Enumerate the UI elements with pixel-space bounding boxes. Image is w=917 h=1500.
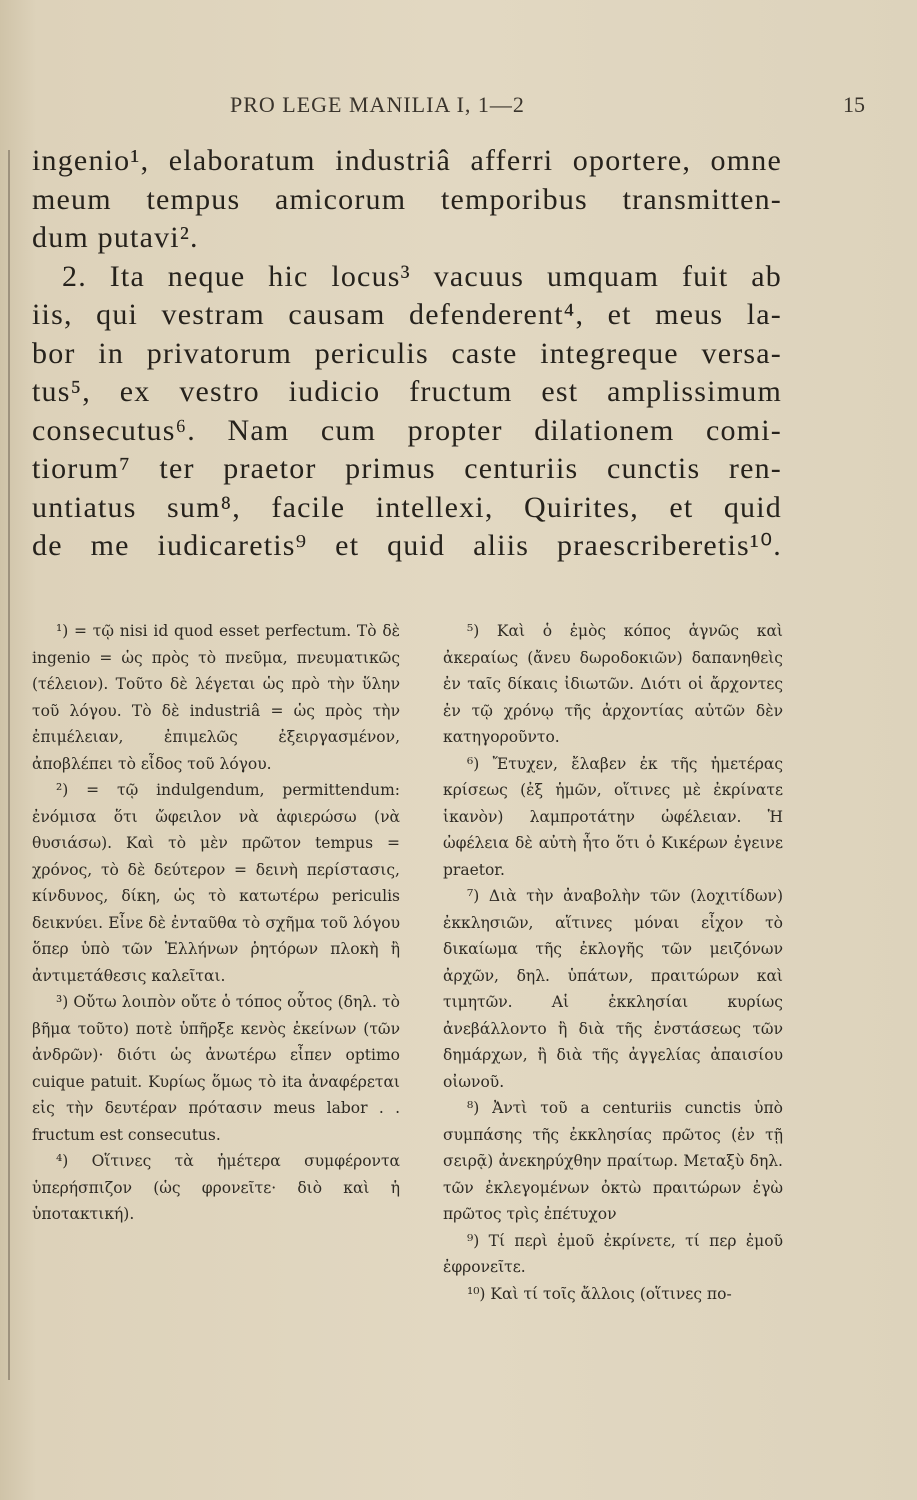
footnote: ⁶) Ἔτυχεν, ἔλαβεν ἐκ τῆς ἡμετέρας κρίσεως (ἐξ ἡμῶν, οἵτινες μὲ ἐκρίνατε ἱκανὸν) λαμπροτάτην ὠφέλειαν. Ἡ ὠφέλεια δὲ αὐτὴ ἦτο ὅτι ὁ Κικέρων ἐγεινε praetor. [443,754,783,879]
text-line: dum putavi². [32,221,199,254]
text-line: meum tempus amicorum temporibus transmitten- [32,182,782,216]
text-line: consecutus⁶. Nam cum propter dilationem comi- [32,413,782,447]
footnote: ³) Οὔτω λοιπὸν οὔτε ὁ τόπος οὗτος (δηλ. τὸ βῆμα τοῦτο) ποτὲ ὑπῆρξε κενὸς ἐκείνων (τῶν ἀνδρῶν)· διότι ὡς ἀνωτέρω εἶπεν optimo cuique patuit. Κυρίως ὅμως τὸ ita ἀναφέρεται εἰς τὴν δευτέραν πρότασιν meus labor . . fructum est consecutus. [32,993,400,1144]
text-line: 2. Ita neque hic locus³ vacuus umquam fuit ab [62,259,782,293]
text-line: untiatus sum⁸, facile intellexi, Quirites, et quid [32,490,782,524]
page-number: 15 [843,92,865,117]
footnote: ⁵) Καὶ ὁ ἐμὸς κόπος ἁγνῶς καὶ ἀκεραίως (ἄνευ δωροδοκιῶν) δαπανηθεὶς ἐν ταῖς δίκαις ἰδιωτῶν. Διότι οἱ ἄρχοντες ἐν τῷ χρόνῳ τῆς ἀρχοντίας αὐτῶν δὲν κατηγοροῦντο. [443,622,783,746]
running-head: PRO LEGE MANILIA I, 1—2 [230,92,525,117]
footnote: ¹⁰) Καὶ τί τοῖς ἄλλοις (οἵτινες πο- [467,1284,732,1303]
text-line: tiorum⁷ ter praetor primus centuriis cunctis ren- [32,452,782,485]
text-line: iis, qui vestram causam defenderent⁴, et meus la- [32,298,782,331]
footnote: ¹) = τῷ nisi id quod esset perfectum. Τὸ δὲ ingenio = ὡς πρὸς τὸ πνεῦμα, πνευματικῶς (τέλειον). Τοῦτο δὲ λέγεται ὡς πρὸ τὴν ὕλην τοῦ λόγου. Τὸ δὲ industriâ = ὡς πρὸς τὴν ἐπιμέλειαν, ἐπιμελῶς ἐξειργασμένον, ἀποβλέπει τὸ εἶδος τοῦ λόγου. [32,622,400,773]
gutter-rule [8,150,10,1380]
footnote: ⁹) Τί περὶ ἐμοῦ ἐκρίνετε, τί περ ἐμοῦ ἐφρονεῖτε. [443,1231,783,1276]
text-line: bor in privatorum periculis caste integreque versa- [32,336,782,370]
footnote: ⁴) Οἵτινες τὰ ἡμέτερα συμφέροντα ὑπερήσπιζον (ὡς φρονεῖτε· διὸ καὶ ἡ ὑποτακτική). [32,1152,400,1223]
footnote: ⁷) Διὰ τὴν ἀναβολὴν τῶν (λοχιτίδων) ἐκκλησιῶν, αἵτινες μόναι εἶχον τὸ δικαίωμα τῆς ἐκλογῆς τῶν μειζόνων ἀρχῶν, δηλ. ὑπάτων, πραιτώρων καὶ τιμητῶν. Αἱ ἐκκλησίαι κυρίως ἀνεβάλλοντο ἢ διὰ τῆς ἐνστάσεως τῶν δημάρχων, ἢ διὰ τῆς ἀγγελίας ἀπαισίου οἰωνοῦ. [443,887,783,1091]
text-line: ingenio¹, elaboratum industriâ afferri oportere, omne [32,144,782,177]
main-latin-text [32,142,782,566]
text-line: de me iudicaretis⁹ et quid aliis praescriberetis¹⁰. [32,529,782,562]
footnotes-left-column [32,618,400,1228]
footnote: ⁸) Ἀντὶ τοῦ a centuriis cunctis ὑπὸ συμπάσης τῆς ἐκκλησίας πρῶτος (ἐν τῇ σειρᾷ) ἀνεκηρύχθην πραίτωρ. Μεταξὺ δηλ. τῶν ἐκλεγομένων ὀκτὼ πραιτώρων ἐγὼ πρῶτος τρὶς ἐπέτυχον [443,1099,783,1223]
footnote: ²) = τῷ indulgendum, permittendum: ἐνόμισα ὅτι ὤφειλον νὰ ἀφιερώσω (νὰ θυσιάσω). Καὶ τὸ μὲν πρῶτον tempus = χρόνος, τὸ δὲ δεύτερον = δεινὴ περίστασις, κίνδυνος, δίκη, ὡς τὸ κατωτέρω periculis δεικνύει. Εἶνε δὲ ἐνταῦθα τὸ σχῆμα τοῦ λόγου ὅπερ ὑπὸ τῶν Ἑλλήνων ῥητόρων πλοκὴ ἢ ἀντιμετάθεσις καλεῖται. [32,781,400,985]
text-line: tus⁵, ex vestro iudicio fructum est amplissimum [32,375,782,408]
footnotes-right-column [443,618,783,1307]
